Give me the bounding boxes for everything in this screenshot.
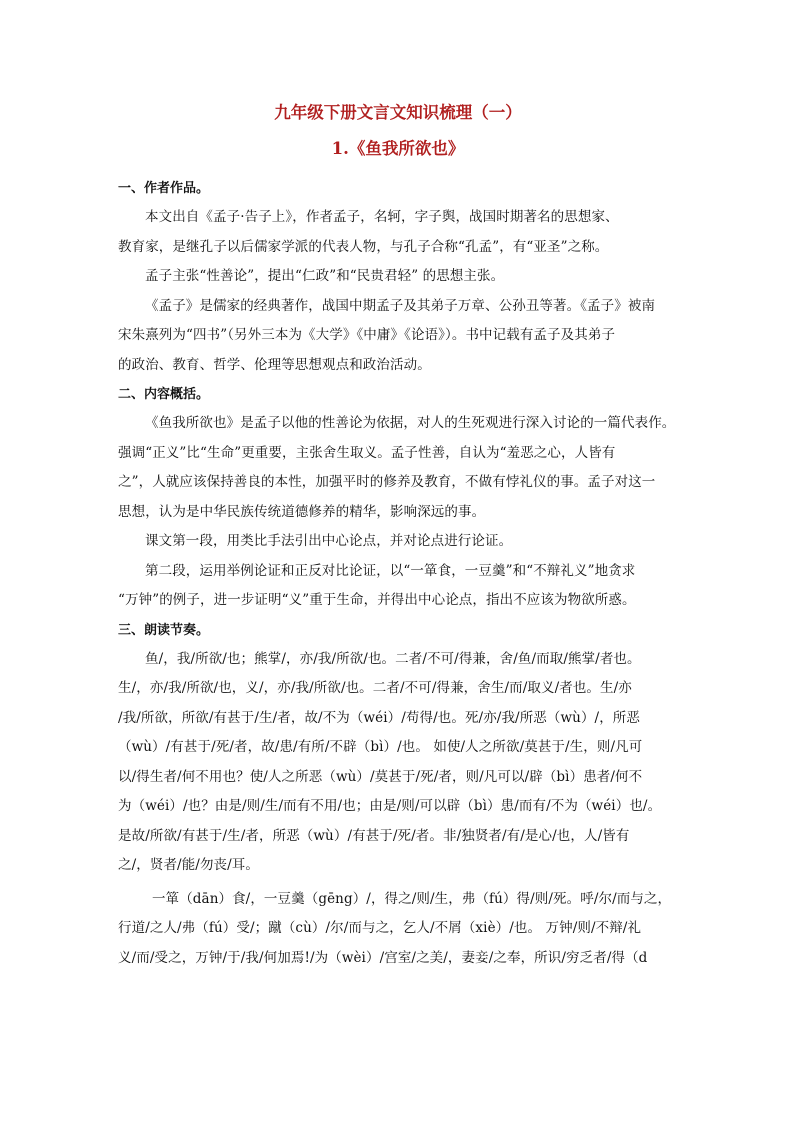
paragraph-mencius-ideas <box>118 262 678 292</box>
text-line: 第二段，运用举例论证和正反对比论证，以“一箪食，一豆羹”和“不辩礼义”地贪求 <box>145 562 636 579</box>
text-line: 鱼/，我/所欲/也；熊掌/，亦/我/所欲/也。二者/不可/得兼，舍/鱼/而取/熊掌/者也。 <box>145 650 641 667</box>
paragraph-mencius-book <box>118 292 678 381</box>
text-line: 是故/所欲/有甚于/生/者，所恶（wù）/有甚于/死/者。非/独贤者/有/是心/也，人/皆有 <box>118 827 630 844</box>
text-line: “万钟”的例子，进一步证明“义”重于生命，并得出中心论点，指出不应该为物欲所惑。 <box>118 592 636 608</box>
paragraph-rhythm-part2 <box>118 885 678 974</box>
text-line: 本文出自《孟子·告子上》，作者孟子，名轲，字子舆，战国时期著名的思想家、 <box>145 209 619 225</box>
text-line: 强调“正义”比“生命”更重要，主张舍生取义。孟子性善，自认为“羞恶之心，人皆有 <box>118 444 616 461</box>
text-line: （wù）/有甚于/死/者，故/患/有所/不辟（bì）/也。 如使/人之所欲/莫甚于/生，则/凡可 <box>118 739 643 755</box>
paragraph-rhythm-part1 <box>118 645 678 881</box>
text-line: 课文第一段，用类比手法引出中心论点，并对论点进行论证。 <box>145 533 513 549</box>
text-line: 的政治、教育、哲学、伦理等思想观点和政治活动。 <box>118 356 431 373</box>
text-line: /我/所欲，所欲/有甚于/生/者，故/不为（wéi）/苟得/也。死/亦/我/所恶（wù）/，所恶 <box>118 709 640 726</box>
document-title: 九年级下册文言文知识梳理（一） <box>274 103 522 122</box>
document-page <box>118 100 678 973</box>
text-line: 思想，认为是中华民族传统道德修养的精华，影响深远的事。 <box>118 503 486 520</box>
section-heading-summary: 二、内容概括。 <box>118 387 210 402</box>
text-line: 《孟子》是儒家的经典著作，战国中期孟子及其弟子万章、公孙丑等著。《孟子》被南 <box>145 297 656 314</box>
paragraph-summary-first-section <box>118 527 678 557</box>
text-line: 为（wéi）/也？由是/则/生/而有不用/也；由是/则/可以辟（bì）患/而有/不为（wéi）也/。 <box>118 798 662 814</box>
text-line: 之”，人就应该保持善良的本性，加强平时的修养及教育，不做有悖礼仪的事。孟子对这一 <box>118 474 656 490</box>
text-line: 孟子主张“性善论”，提出“仁政”和“民贵君轻” 的思想主张。 <box>145 268 505 284</box>
text-line: 以/得生者/何不用也？使/人之所恶（wù）/莫甚于/死/者，则/凡可以/辟（bì）患者/何不 <box>118 768 643 785</box>
paragraph-summary-second-section <box>118 557 678 616</box>
text-line: 义/而/受之，万钟/于/我/何加焉!/为（wèi）/宫室/之美/，妻妾/之奉，所识/穷乏者/得（d <box>118 949 648 966</box>
section-heading-author: 一、作者作品。 <box>118 181 210 196</box>
paragraph-author-intro <box>118 203 678 262</box>
text-line: 教育家，是继孔子以后儒家学派的代表人物，与孔子合称“孔孟”，有“亚圣”之称。 <box>118 238 609 255</box>
text-line: 之/，贤者/能/勿丧/耳。 <box>118 857 259 873</box>
document-subtitle: 1.《鱼我所欲也》 <box>331 139 465 158</box>
text-line: 宋朱熹列为“四书”（另外三本为《大学》《中庸》《论语》）。书中记载有孟子及其弟子 <box>118 327 616 343</box>
text-line: 一箪（dān）食/，一豆羹（gēng）/，得之/则/生，弗（fú）得/则/死。呼/尔/而与之， <box>152 890 672 907</box>
text-line: 《鱼我所欲也》是孟子以他的性善论为依据，对人的生死观进行深入讨论的一篇代表作。 <box>145 415 676 431</box>
text-line: 行道/之人/弗（fú）受/；蹴（cù）/尔/而与之，乞人/不屑（xiè）/也。 万钟/则/不辩/礼 <box>118 920 642 936</box>
section-heading-reading-rhythm: 三、朗读节奏。 <box>118 622 210 638</box>
paragraph-summary-main <box>118 409 678 527</box>
text-line: 生/，亦/我/所欲/也，义/，亦/我/所欲/也。二者/不可/得兼，舍生/而/取义/者也。生/亦 <box>118 680 632 696</box>
